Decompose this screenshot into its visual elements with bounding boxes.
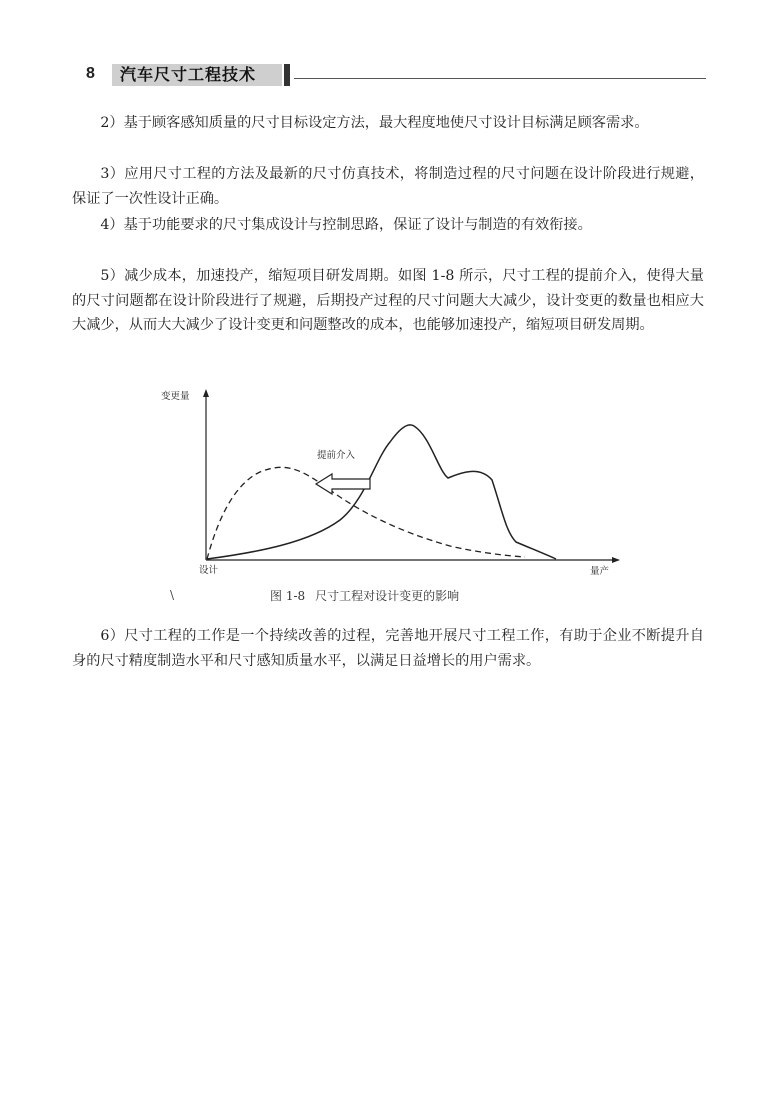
page-number: 8	[86, 65, 95, 82]
paragraph-item-2: 2）基于顾客感知质量的尺寸目标设定方法，最大程度地使尺寸设计目标满足顾客需求。	[100, 115, 649, 131]
series-solid-curve	[207, 425, 556, 559]
chart-svg	[150, 380, 630, 580]
page-header	[86, 62, 706, 88]
y-axis-arrowhead	[203, 389, 209, 397]
paragraph-item-5: 5）减少成本，加速投产，缩短项目研发周期。如图 1-8 所示，尺寸工程的提前介入，使得大量的尺寸问题都在设计阶段进行了规避，后期投产过程的尺寸问题大大减少，设计变更的数量也相应大大减少，从而大大减少了设计变更和问题整改的成本，也能够加速投产，缩短项目研发周期。	[72, 268, 704, 333]
early-intervention-arrow	[316, 474, 370, 494]
x-axis-start-label: 设计	[199, 565, 219, 576]
figure-design-change-chart	[150, 380, 630, 580]
x-axis-arrowhead	[612, 557, 620, 563]
y-axis-label: 变更量	[161, 391, 190, 402]
x-axis-end-label: 量产	[590, 566, 610, 577]
early-intervention-label: 提前介入	[317, 450, 356, 461]
paragraph-item-6: 6）尺寸工程的工作是一个持续改善的过程，完善地开展尺寸工程工作，有助于企业不断提升自身的尺寸精度制造水平和尺寸感知质量水平，以满足日益增长的用户需求。	[72, 628, 704, 669]
figure-caption	[270, 587, 459, 604]
paragraph-item-3: 3）应用尺寸工程的方法及最新的尺寸仿真技术，将制造过程的尺寸问题在设计阶段进行规避，保证了一次性设计正确。	[72, 166, 704, 207]
stray-mark: \	[170, 588, 175, 602]
book-title: 汽车尺寸工程技术	[112, 64, 282, 86]
paragraph-item-4: 4）基于功能要求的尺寸集成设计与控制思路，保证了设计与制造的有效衔接。	[100, 217, 592, 233]
header-tab-block	[284, 64, 290, 86]
header-rule	[294, 78, 706, 79]
figure-caption-text: 尺寸工程对设计变更的影响	[315, 589, 460, 603]
figure-number: 图 1-8	[270, 589, 306, 603]
